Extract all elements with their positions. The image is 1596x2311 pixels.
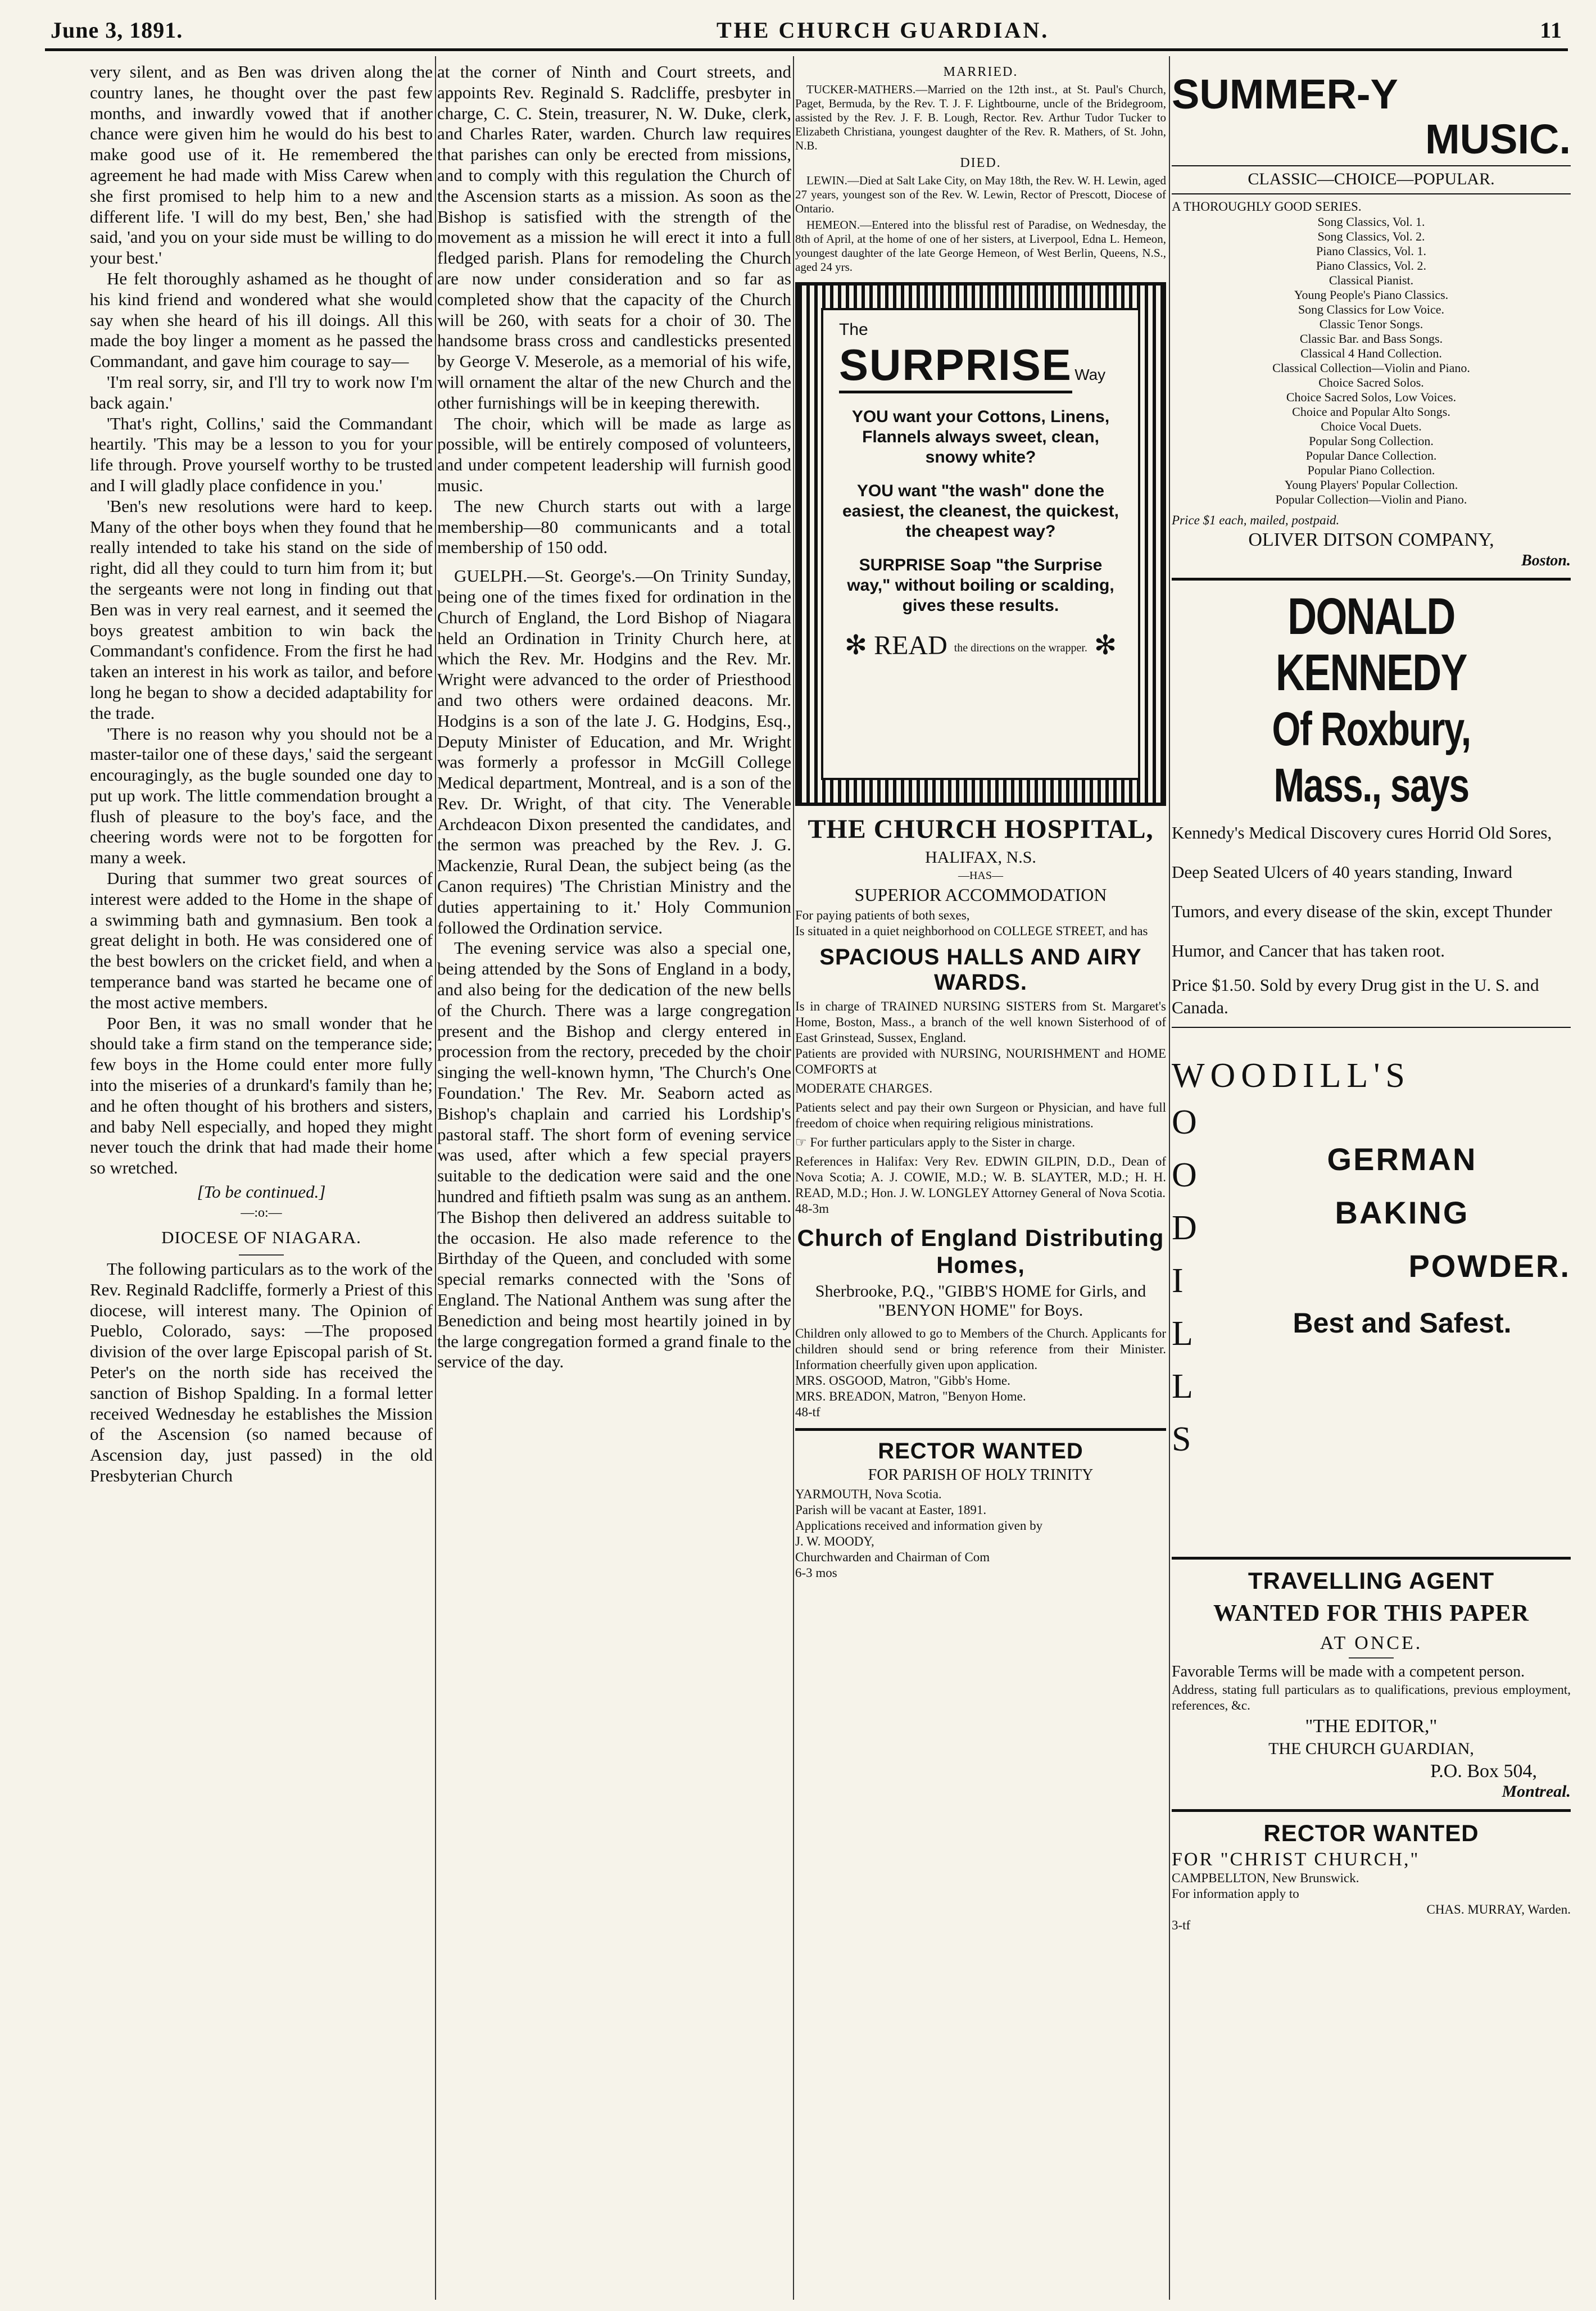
favorable-text: Favorable Terms will be made with a competent person. xyxy=(1172,1663,1525,1680)
agent-title: TRAVELLING AGENT xyxy=(1248,1567,1495,1594)
surprise-title: SURPRISE xyxy=(839,339,1072,393)
column-4 xyxy=(1172,62,1571,2300)
star-icon: ✻ xyxy=(844,631,868,660)
hospital-further-text: For further particulars apply to the Sister in charge. xyxy=(810,1135,1075,1149)
list-item: Young People's Piano Classics. xyxy=(1294,288,1449,302)
list-item: Song Classics, Vol. 2. xyxy=(1317,229,1425,243)
rector-place: YARMOUTH, Nova Scotia. xyxy=(795,1487,942,1501)
divider xyxy=(1172,578,1571,581)
rector-title: RECTOR WANTED xyxy=(878,1439,1083,1463)
divider xyxy=(795,1428,1166,1431)
woodill-letters xyxy=(1172,1096,1197,1466)
hospital-moderate: MODERATE CHARGES. xyxy=(795,1081,933,1095)
letter: I xyxy=(1172,1262,1184,1300)
distributing-title: Church of England Distributing Homes, xyxy=(797,1225,1164,1278)
list-item: Popular Piano Collection. xyxy=(1307,463,1435,477)
ad-the: The xyxy=(839,320,868,339)
rector-place: CAMPBELLTON, New Brunswick. xyxy=(1172,1871,1359,1885)
paragraph: The new Church starts out with a large membership—80 communicants and a total membership of 150 odd. xyxy=(437,496,791,558)
story-text xyxy=(90,62,433,1179)
series-line: A THOROUGHLY GOOD SERIES. xyxy=(1172,200,1362,214)
letter: L xyxy=(1172,1315,1193,1353)
list-item: Classical 4 Hand Collection. xyxy=(1300,346,1442,360)
woodill-ad xyxy=(1172,1096,1571,1557)
page-number: 11 xyxy=(1540,17,1562,43)
rector-vacant: Parish will be vacant at Easter, 1891. xyxy=(795,1503,987,1517)
baking-label: BAKING xyxy=(1335,1195,1470,1230)
hospital-has: —HAS— xyxy=(958,869,1003,882)
box-line: P.O. Box 504, xyxy=(1430,1761,1537,1782)
ad-panel xyxy=(821,308,1140,780)
rector-code: 3-tf xyxy=(1172,1918,1191,1932)
rector-wanted-title: RECTOR WANTED xyxy=(1263,1820,1479,1846)
powder-label: POWDER. xyxy=(1408,1248,1571,1284)
german-label: GERMAN xyxy=(1327,1141,1477,1177)
section-text xyxy=(90,1259,433,1487)
read-line xyxy=(839,629,1122,661)
ad-paragraph: YOU want "the wash" done the easiest, the cleanest, the quickest, the cheapest way? xyxy=(842,482,1119,541)
issue-date: June 3, 1891. xyxy=(51,17,183,43)
kennedy-subtitle: Of Roxbury, Mass., says xyxy=(1272,703,1471,812)
paragraph: 'There is no reason why you should not be a master-tailor one of these days,' said the sergeant encouragingly, as the bugle sounded one day to put up work. The little commendation brought a flush of pleasure to the boy's face, and the cheering words were not to be forgotten for many a week. xyxy=(90,723,433,868)
list-item: Classic Bar. and Bass Songs. xyxy=(1299,332,1443,346)
paragraph: 'Ben's new resolutions were hard to keep. Many of the other boys when they found that he really intended to take his stand on the side of right, did all they could to turn him from it; but the sergeants were not long in finding out that Ben was in very real earnest, and it seemed the boys greatest ambition to win back the Commandant's confidence. From the first he had taken an interest in his work as tailor, and before long he began to show a decided adaptability for the trade. xyxy=(90,496,433,723)
article-text xyxy=(437,62,791,1372)
best-safest: Best and Safest. xyxy=(1293,1307,1512,1339)
letter: D xyxy=(1172,1209,1197,1247)
ad-way: Way xyxy=(1074,366,1106,383)
kennedy-price: Price $1.50. Sold by every Drug gist in the U. S. and Canada. xyxy=(1172,975,1539,1017)
woodill-title: WOODILL'S xyxy=(1172,1057,1411,1095)
woodill-product xyxy=(1234,1118,1571,1339)
wanted-title: WANTED FOR THIS PAPER xyxy=(1213,1601,1530,1626)
divider xyxy=(1172,193,1571,194)
hospital-place: HALIFAX, N.S. xyxy=(925,848,1036,867)
letter: S xyxy=(1172,1420,1191,1458)
list-item: Song Classics for Low Voice. xyxy=(1298,302,1445,316)
pointing-hand-icon: ☞ xyxy=(795,1135,807,1149)
hospital-refs: References in Halifax: Very Rev. EDWIN GILPIN, D.D., Dean of Nova Scotia; A. J. COWIE, M.D.; W. B. SLAYTER, M.D.; H. H. READ, M.D.; Hon. J. W. LONGLEY Attorney General of Nova Scotia. xyxy=(795,1154,1166,1200)
hospital-situated: Is situated in a quiet neighborhood on COLLEGE STREET, and has xyxy=(795,924,1148,938)
column-rule xyxy=(793,56,794,2300)
distributing-line: Sherbrooke, P.Q., "GIBB'S HOME for Girls, and "BENYON HOME" for Boys. xyxy=(815,1282,1146,1320)
notices xyxy=(795,65,1166,274)
list-item: Choice Sacred Solos, Low Voices. xyxy=(1286,390,1457,404)
list-item: Choice Vocal Duets. xyxy=(1321,419,1422,433)
surprise-soap-ad xyxy=(795,282,1166,806)
hospital-halls: SPACIOUS HALLS AND AIRY WARDS. xyxy=(819,945,1142,995)
summery-title: SUMMER-Y xyxy=(1172,71,1398,117)
section-divider: —:o:— xyxy=(241,1206,282,1221)
guardian-line: THE CHURCH GUARDIAN, xyxy=(1268,1739,1474,1758)
divider xyxy=(1172,1809,1571,1812)
matron-line: MRS. BREADON, Matron, "Benyon Home. xyxy=(795,1389,1026,1403)
column-rule xyxy=(435,56,436,2300)
music-title: MUSIC. xyxy=(1425,116,1571,162)
paragraph: During that summer two great sources of interest were added to the Home in the shape of a swimming bath and gymnasium. Ben took a great delight in both. He was considered one of the best bowlers on the cricket field, and when a temperance band was started he became one of the most active members. xyxy=(90,868,433,1012)
list-item: Piano Classics, Vol. 1. xyxy=(1316,244,1426,258)
list-item: Choice Sacred Solos. xyxy=(1318,375,1424,389)
list-item: Piano Classics, Vol. 2. xyxy=(1316,259,1426,273)
paragraph: very silent, and as Ben was driven along the country lanes, he thought over the past few months, and inwardly vowed that if another chance were given him he would do his best to make good use of it. He remembered the agreement he had made with Miss Carew when she first promised to help him to a new and different life. 'I will do my best, Ben,' she had said, 'and you on your side must be willing to do your best.' xyxy=(90,62,433,268)
distributing-text: Children only allowed to go to Members of the Church. Applicants for children should send or bring reference from their Minister. Information cheerfully given upon application. xyxy=(795,1326,1166,1372)
continued-note: [To be continued.] xyxy=(197,1182,326,1202)
address-text: Address, stating full particulars as to qualifications, previous employment, references, &c. xyxy=(1172,1683,1571,1712)
price-line: Price $1 each, mailed, postpaid. xyxy=(1172,513,1340,527)
hospital-charge: Is in charge of TRAINED NURSING SISTERS from St. Margaret's Home, Boston, Mass., a branch of the well known Sisterhood of of East Grinstead, Sussex, England. xyxy=(795,999,1166,1045)
read-label: READ xyxy=(874,631,947,660)
paragraph: Poor Ben, it was no small wonder that he should take a firm stand on the temperance side; few boys in the Home could enter more fully into the miseries of a drunkard's family than he; and he often thought of his brothers and sisters, and baby Nell especially, and hoped they might never touch the drink that had made their home so wretched. xyxy=(90,1013,433,1178)
paragraph: 'I'm real sorry, sir, and I'll try to work now I'm back again.' xyxy=(90,371,433,413)
married-notice: TUCKER-MATHERS.—Married on the 12th inst., at St. Paul's Church, Paget, Bermuda, by the Rev. T. J. F. Lightbourne, uncle of the Bridegroom, assisted by the Rev. J. F. B. Lough, Rector. Rev. Arthur Tudor Tucker to Elizabeth Christiana, youngest daughter of the Rev. R. Mathers, of St. John, N.B. xyxy=(795,83,1166,152)
death-notice: HEMEON.—Entered into the blissful rest of Paradise, on Wednesday, the 8th of April, at the home of one of her sisters, at Liverpool, Edna L. Hemeon, youngest daughter of the late George Hemeon, of West Berlin, Queens, N.S., aged 24 yrs. xyxy=(795,218,1166,274)
letter: O xyxy=(1172,1103,1197,1141)
rector-info: For information apply to xyxy=(1172,1887,1299,1901)
divider xyxy=(1172,1557,1571,1560)
ditson-name: OLIVER DITSON COMPANY, xyxy=(1248,529,1494,550)
divider xyxy=(239,1254,284,1256)
column-rule xyxy=(1169,56,1170,2300)
rector-for: FOR "CHRIST CHURCH," xyxy=(1172,1849,1420,1870)
letter: L xyxy=(1172,1367,1193,1406)
column-3 xyxy=(795,62,1166,2300)
rector-code: 6-3 mos xyxy=(795,1566,837,1580)
read-note: the directions on the wrapper. xyxy=(954,641,1087,654)
rector-apps: Applications received and information given by xyxy=(795,1519,1043,1533)
hospital-for: For paying patients of both sexes, xyxy=(795,908,970,922)
married-heading: MARRIED. xyxy=(943,65,1018,79)
ditson-city: Boston. xyxy=(1521,552,1571,569)
list-item: Classical Collection—Violin and Piano. xyxy=(1272,361,1470,375)
died-heading: DIED. xyxy=(960,156,1001,170)
hospital-select: Patients select and pay their own Surgeon or Physician, and have full freedom of choice when requiring religious ministrations. xyxy=(795,1100,1166,1130)
hospital-title: THE CHURCH HOSPITAL, xyxy=(808,814,1154,844)
column-1 xyxy=(90,62,433,2300)
paragraph: The evening service was also a special one, being attended by the Sons of England in a body, and also being for the dedication of the new bells of the Church. There was a large congregation present and the Bishop and clergy entered in procession from the rectory, preceded by the choir singing the well-known hymn, 'The Church's One Foundation.' The Rev. Mr. Seaborn acted as Bishop's chaplain and carried his Lordship's pastoral staff. The short form of evening service was used, after which a few special prayers suitable to the dedication were said and the one hundred and fiftieth psalm was sung as an anthem. The Bishop then delivered an address suitable to the occasion. He also made reference to the Birthday of the Queen, and concluded with some special remarks connected with the 'Sons of England. The National Anthem was sung after the Benediction and being most heartily joined in by the large congregation formed a grand finale to the service of the day. xyxy=(437,938,791,1372)
ad-paragraph: YOU want your Cottons, Linens, Flannels always sweet, clean, snowy white? xyxy=(851,407,1110,466)
rector-for: FOR PARISH OF HOLY TRINITY xyxy=(868,1466,1094,1484)
hospital-code: 48-3m xyxy=(795,1202,829,1216)
column-2 xyxy=(437,62,791,2300)
list-item: Popular Song Collection. xyxy=(1309,434,1434,448)
page-header xyxy=(45,4,1568,51)
paragraph: 'That's right, Collins,' said the Commandant heartily. 'This may be a lesson to you for your life through. Prove yourself worthy to be trusted and I will gladly place confidence in you.' xyxy=(90,413,433,495)
list-item: Young Players' Popular Collection. xyxy=(1284,478,1458,492)
section-title: DIOCESE OF NIAGARA. xyxy=(161,1227,361,1248)
rector-title2: Churchwarden and Chairman of Com xyxy=(795,1550,990,1564)
list-item: Popular Collection—Violin and Piano. xyxy=(1275,492,1467,506)
divider xyxy=(1172,1027,1571,1028)
music-list xyxy=(1172,215,1571,507)
list-item: Classic Tenor Songs. xyxy=(1319,317,1423,331)
classic-line: CLASSIC—CHOICE—POPULAR. xyxy=(1172,165,1571,189)
hospital-superior: SUPERIOR ACCOMMODATION xyxy=(854,885,1107,905)
distributing-code: 48-tf xyxy=(795,1405,820,1419)
editor-line: "THE EDITOR," xyxy=(1305,1716,1438,1737)
letter: O xyxy=(1172,1156,1197,1194)
list-item: Classical Pianist. xyxy=(1329,273,1414,287)
star-icon: ✻ xyxy=(1094,631,1117,660)
rector-name: CHAS. MURRAY, Warden. xyxy=(1426,1902,1571,1916)
montreal-line: Montreal. xyxy=(1502,1782,1571,1801)
list-item: Song Classics, Vol. 1. xyxy=(1317,215,1425,229)
death-notice: LEWIN.—Died at Salt Lake City, on May 18th, the Rev. W. H. Lewin, aged 27 years, youngest son of the Rev. W. Lewin, Rector of Prescott, Diocese of Ontario. xyxy=(795,174,1166,215)
kennedy-text: Kennedy's Medical Discovery cures Horrid Old Sores, Deep Seated Ulcers of 40 years standing, Inward Tumors, and every disease of the skin, except Thunder Humor, and Cancer that has taken root. xyxy=(1172,823,1552,960)
list-item: Choice and Popular Alto Songs. xyxy=(1292,405,1450,419)
hospital-further xyxy=(795,1135,1166,1150)
kennedy-title: DONALD KENNEDY xyxy=(1276,588,1467,701)
list-item: Popular Dance Collection. xyxy=(1305,448,1437,463)
ad-paragraph: SURPRISE Soap "the Surprise way," without boiling or scalding, gives these results. xyxy=(847,556,1114,615)
paragraph: The following particulars as to the work of the Rev. Reginald Radcliffe, formerly a Priest of this diocese, will interest many. The Opinion of Pueblo, Colorado, says: —The proposed division of the over large Episcopal parish of St. Peter's on the north side has received the sanction of Bishop Spalding. In a formal letter received Wednesday he establishes the Mission of the Ascension (so named because of Ascension day, just passed) in the old Presbyterian Church xyxy=(90,1259,433,1485)
paragraph: He felt thoroughly ashamed as he thought of his kind friend and wondered what she would say when she heard of his ill doings. All this made the boy linger a moment as he passed the Commandant, and gave him courage to say— xyxy=(90,268,433,371)
hospital-patients: Patients are provided with NURSING, NOURISHMENT and HOME COMFORTS at xyxy=(795,1046,1166,1076)
divider xyxy=(1349,1657,1394,1659)
paper-title: THE CHURCH GUARDIAN. xyxy=(717,17,1050,43)
paragraph: GUELPH.—St. George's.—On Trinity Sunday, being one of the times fixed for ordination in the Church of England, the Lord Bishop of Niagara held an Ordination in Trinity Church here, at which the Rev. Mr. Hodgins and the Rev. Mr. Wright were advanced to the order of Priesthood and two others were ordained deacons. Mr. Hodgins is a son of the late J. G. Hodgins, Esq., Deputy Minister of Education, and Mr. Wright was formerly a professor in McGill College Medical department, Montreal, and is a son of the Rev. Dr. Wright, of that city. The Venerable Archdeacon Dixon presented the candidates, and the sermon was preached by the Rev. J. G. Mackenzie, Rural Dean, the subject being (as the Canon requires) 'The Christian Ministry and the duties appertaining to it.' Holy Communion followed the Ordination service. xyxy=(437,566,791,937)
paragraph: The choir, which will be made as large as possible, will be entirely composed of volunteers, and under competent leadership will furnish good music. xyxy=(437,413,791,495)
rector-name: J. W. MOODY, xyxy=(795,1534,874,1548)
matron-line: MRS. OSGOOD, Matron, "Gibb's Home. xyxy=(795,1374,1010,1388)
at-once: AT ONCE. xyxy=(1320,1633,1423,1653)
paragraph: at the corner of Ninth and Court streets, and appoints Rev. Reginald S. Radcliffe, presbyter in charge, C. C. Stein, treasurer, N. W. Duke, clerk, and Charles Rater, warden. Church law requires that parishes can only be erected from missions, and to comply with this regulation the Church of the Ascension starts as a mission. As soon as the Bishop is satisfied with the strength of the movement as a mission he will erect it into a full fledged parish. Plans for remodeling the Church are now under consideration and so far as completed show that the capacity of the Church will be 260, with seats for a choir of 30. The handsome brass cross and candlesticks presented by George V. Meserole, as a memorial of his wife, will ornament the altar of the new Church and the other furnishings will be in keeping therewith. xyxy=(437,62,791,413)
